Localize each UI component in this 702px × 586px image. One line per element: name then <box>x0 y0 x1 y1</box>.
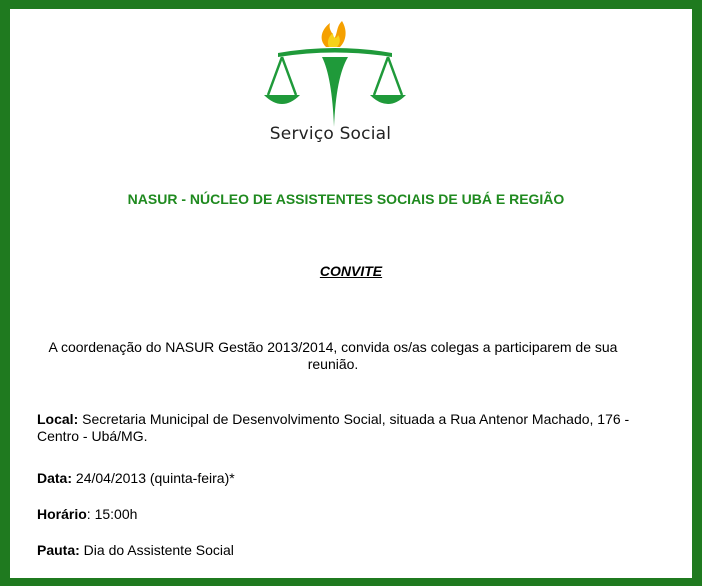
organization-title: NASUR - NÚCLEO DE ASSISTENTES SOCIAIS DE UBÁ E REGIÃO <box>127 191 565 207</box>
field-agenda-label: Pauta: <box>37 542 80 558</box>
field-local <box>37 411 657 445</box>
field-agenda <box>37 542 657 559</box>
invitation-intro: A coordenação do NASUR Gestão 2013/2014, convida os/as colegas a participarem de sua reunião. <box>48 339 618 372</box>
field-local-value: Secretaria Municipal de Desenvolvimento Social, situada a Rua Antenor Machado, 176 - Centro - Ubá/MG. <box>37 411 630 444</box>
field-agenda-value: Dia do Assistente Social <box>79 542 234 558</box>
field-date <box>37 470 657 487</box>
field-time-label: Horário <box>37 506 87 522</box>
field-time-value: : 15:00h <box>86 506 138 522</box>
invitation-heading: CONVITE <box>319 263 383 279</box>
logo-caption: Serviço Social <box>269 124 392 144</box>
field-local-label: Local: <box>37 411 79 427</box>
field-time <box>37 506 657 523</box>
field-date-value: 24/04/2013 (quinta-feira)* <box>72 470 235 486</box>
field-date-label: Data: <box>37 470 73 486</box>
